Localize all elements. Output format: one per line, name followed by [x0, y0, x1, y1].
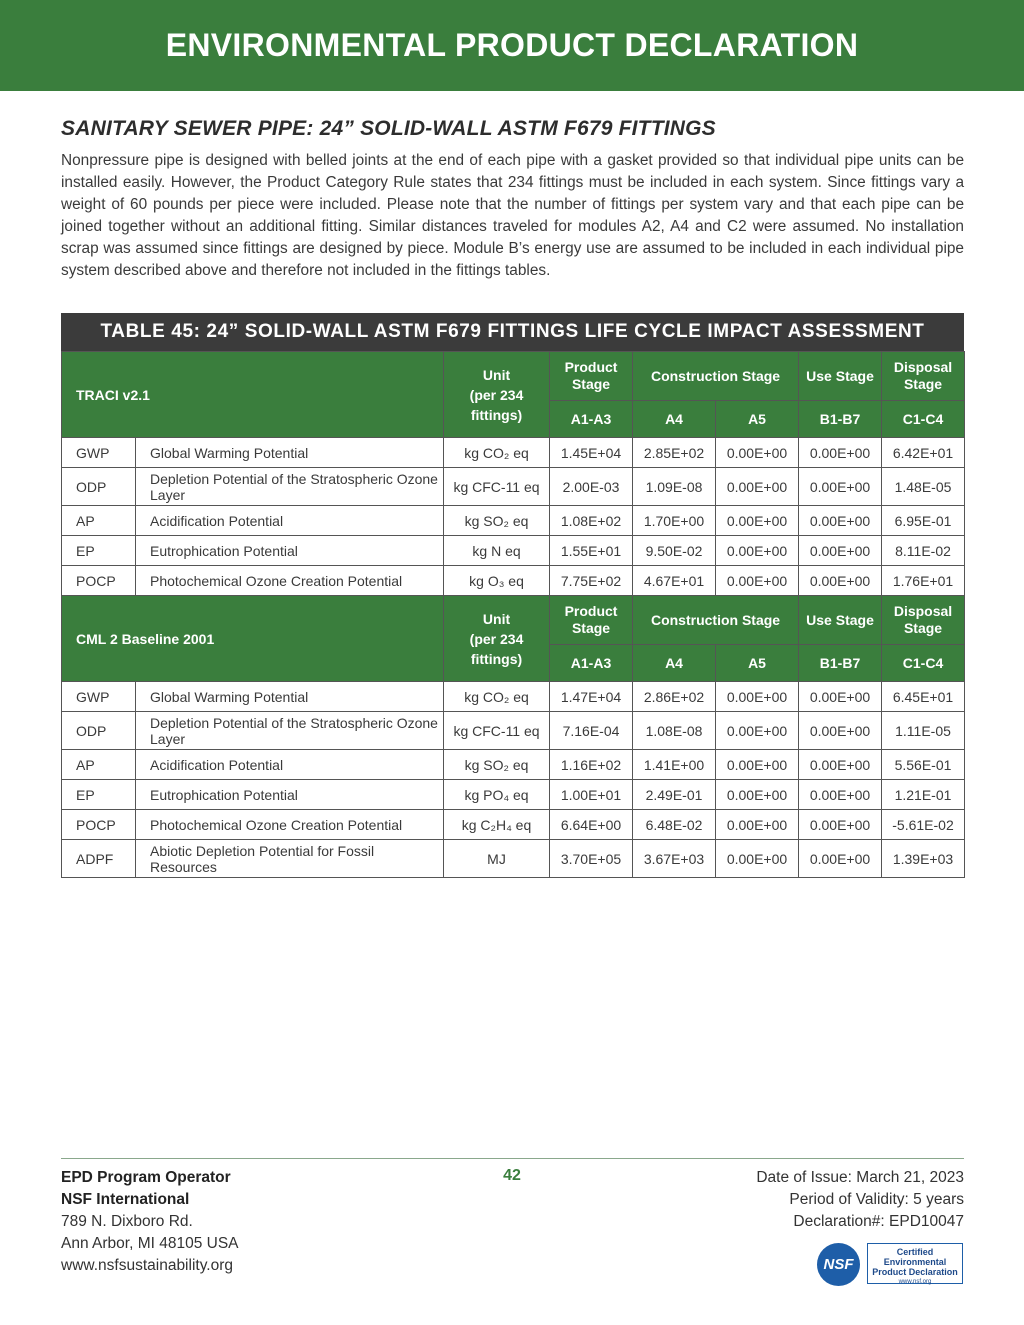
badge-line-2: Environmental	[883, 1257, 947, 1267]
indicator-unit: kg N eq	[444, 536, 550, 566]
table-row	[62, 506, 965, 536]
indicator-name: Global Warming Potential	[136, 682, 444, 712]
indicator-value: 2.86E+02	[633, 682, 716, 712]
indicator-name: Acidification Potential	[136, 750, 444, 780]
indicator-value: 0.00E+00	[799, 536, 882, 566]
table-row	[62, 468, 965, 506]
indicator-value: 0.00E+00	[799, 750, 882, 780]
product-stage-header: Product Stage	[550, 596, 633, 645]
indicator-value: 1.41E+00	[633, 750, 716, 780]
section-title: SANITARY SEWER PIPE: 24” SOLID-WALL ASTM F679 FITTINGS	[61, 117, 716, 140]
indicator-name: Depletion Potential of the Stratospheric Ozone Layer	[136, 468, 444, 506]
method-label: TRACI v2.1	[62, 352, 444, 438]
indicator-value: 1.21E-01	[882, 780, 965, 810]
indicator-value: 6.42E+01	[882, 438, 965, 468]
indicator-value: 1.08E-08	[633, 712, 716, 750]
indicator-abbr: GWP	[62, 682, 136, 712]
operator-label: EPD Program Operator	[61, 1169, 231, 1186]
indicator-value: 1.16E+02	[550, 750, 633, 780]
table-row	[62, 810, 965, 840]
indicator-abbr: GWP	[62, 438, 136, 468]
indicator-value: 0.00E+00	[799, 780, 882, 810]
indicator-value: 1.55E+01	[550, 536, 633, 566]
indicator-abbr: ODP	[62, 468, 136, 506]
date-of-issue: Date of Issue: March 21, 2023	[756, 1169, 964, 1186]
indicator-value: 7.16E-04	[550, 712, 633, 750]
indicator-unit: kg PO₄ eq	[444, 780, 550, 810]
indicator-value: 0.00E+00	[716, 750, 799, 780]
indicator-value: 0.00E+00	[799, 438, 882, 468]
indicator-unit: kg CFC-11 eq	[444, 468, 550, 506]
lcia-table-body	[62, 352, 965, 878]
indicator-abbr: POCP	[62, 566, 136, 596]
indicator-unit: kg O₃ eq	[444, 566, 550, 596]
module-header: A1-A3	[550, 401, 633, 438]
indicator-value: 1.08E+02	[550, 506, 633, 536]
page-number: 42	[503, 1167, 521, 1184]
indicator-value: 0.00E+00	[716, 712, 799, 750]
module-header: A5	[716, 401, 799, 438]
indicator-value: 0.00E+00	[799, 566, 882, 596]
declaration-number: Declaration#: EPD10047	[793, 1213, 964, 1230]
certified-epd-badge	[867, 1243, 963, 1284]
indicator-abbr: ODP	[62, 712, 136, 750]
module-header: C1-C4	[882, 645, 965, 682]
indicator-name: Abiotic Depletion Potential for Fossil Resources	[136, 840, 444, 878]
indicator-value: 0.00E+00	[716, 780, 799, 810]
indicator-name: Global Warming Potential	[136, 438, 444, 468]
indicator-value: 0.00E+00	[716, 536, 799, 566]
module-header: B1-B7	[799, 401, 882, 438]
indicator-name: Eutrophication Potential	[136, 536, 444, 566]
indicator-abbr: AP	[62, 750, 136, 780]
use-stage-header: Use Stage	[799, 352, 882, 401]
operator-org: NSF International	[61, 1191, 190, 1208]
module-header: C1-C4	[882, 401, 965, 438]
indicator-value: 9.50E-02	[633, 536, 716, 566]
unit-header: Unit (per 234 fittings)	[444, 596, 550, 682]
indicator-value: 3.70E+05	[550, 840, 633, 878]
product-stage-header: Product Stage	[550, 352, 633, 401]
indicator-value: 1.70E+00	[633, 506, 716, 536]
indicator-value: 0.00E+00	[799, 840, 882, 878]
indicator-value: 4.67E+01	[633, 566, 716, 596]
footer-divider	[61, 1158, 964, 1159]
indicator-value: 2.00E-03	[550, 468, 633, 506]
indicator-value: 1.76E+01	[882, 566, 965, 596]
indicator-unit: MJ	[444, 840, 550, 878]
badge-line-3: Product Declaration	[872, 1267, 958, 1277]
indicator-name: Photochemical Ozone Creation Potential	[136, 810, 444, 840]
indicator-value: 2.49E-01	[633, 780, 716, 810]
indicator-value: 0.00E+00	[716, 810, 799, 840]
operator-address-line2: Ann Arbor, MI 48105 USA	[61, 1235, 239, 1252]
indicator-value: 0.00E+00	[716, 682, 799, 712]
module-header: B1-B7	[799, 645, 882, 682]
indicator-value: 1.09E-08	[633, 468, 716, 506]
module-header: A1-A3	[550, 645, 633, 682]
indicator-unit: kg CO₂ eq	[444, 682, 550, 712]
indicator-value: 0.00E+00	[799, 712, 882, 750]
intro-paragraph: Nonpressure pipe is designed with belled joints at the end of each pipe with a gasket provided so that individual pipe units can be installed easily. However, the Product Category Rule states that 234 fittings must be included in each system. Since fittings vary a weight of 60 pounds per piece were included. Please note that the number of fittings per system vary and that each pipe can be joined together without an additional fitting. Similar distances traveled for modules A2, A4 and C2 were assumed. No installation scrap was assumed since fittings are designed by piece. Module B’s energy use are assumed to be included in each individual pipe system described above and therefore not included in the fittings tables.	[61, 152, 964, 279]
indicator-value: 6.64E+00	[550, 810, 633, 840]
indicator-value: 6.45E+01	[882, 682, 965, 712]
disposal-stage-header: Disposal Stage	[882, 596, 965, 645]
indicator-value: 0.00E+00	[716, 840, 799, 878]
indicator-value: 8.11E-02	[882, 536, 965, 566]
indicator-value: 0.00E+00	[716, 506, 799, 536]
indicator-value: 0.00E+00	[799, 682, 882, 712]
table-row	[62, 536, 965, 566]
indicator-value: 1.47E+04	[550, 682, 633, 712]
indicator-value: 1.39E+03	[882, 840, 965, 878]
table-row	[62, 712, 965, 750]
section-header-row	[62, 596, 965, 645]
use-stage-header: Use Stage	[799, 596, 882, 645]
table-row	[62, 840, 965, 878]
construction-stage-header: Construction Stage	[633, 596, 799, 645]
section-header-row	[62, 352, 965, 401]
indicator-unit: kg C₂H₄ eq	[444, 810, 550, 840]
table-row	[62, 750, 965, 780]
module-header: A4	[633, 401, 716, 438]
indicator-name: Photochemical Ozone Creation Potential	[136, 566, 444, 596]
indicator-value: -5.61E-02	[882, 810, 965, 840]
unit-header: Unit (per 234 fittings)	[444, 352, 550, 438]
indicator-name: Eutrophication Potential	[136, 780, 444, 810]
indicator-value: 1.00E+01	[550, 780, 633, 810]
indicator-value: 0.00E+00	[799, 468, 882, 506]
construction-stage-header: Construction Stage	[633, 352, 799, 401]
module-header: A4	[633, 645, 716, 682]
indicator-value: 0.00E+00	[716, 566, 799, 596]
indicator-abbr: AP	[62, 506, 136, 536]
method-label: CML 2 Baseline 2001	[62, 596, 444, 682]
indicator-abbr: POCP	[62, 810, 136, 840]
lcia-table	[61, 351, 965, 878]
indicator-value: 5.56E-01	[882, 750, 965, 780]
indicator-value: 0.00E+00	[799, 506, 882, 536]
indicator-value: 0.00E+00	[716, 468, 799, 506]
indicator-value: 1.11E-05	[882, 712, 965, 750]
indicator-value: 0.00E+00	[799, 810, 882, 840]
indicator-value: 2.85E+02	[633, 438, 716, 468]
table-row	[62, 780, 965, 810]
badge-line-1: Certified	[896, 1247, 934, 1257]
indicator-unit: kg SO₂ eq	[444, 750, 550, 780]
period-of-validity: Period of Validity: 5 years	[789, 1191, 964, 1208]
indicator-unit: kg CO₂ eq	[444, 438, 550, 468]
indicator-name: Acidification Potential	[136, 506, 444, 536]
indicator-name: Depletion Potential of the Stratospheric Ozone Layer	[136, 712, 444, 750]
indicator-abbr: EP	[62, 780, 136, 810]
badge-url: www.nsf.org	[898, 1279, 932, 1285]
indicator-value: 6.95E-01	[882, 506, 965, 536]
footer-issue-info	[756, 1167, 964, 1233]
indicator-value: 1.48E-05	[882, 468, 965, 506]
module-header: A5	[716, 645, 799, 682]
indicator-value: 6.48E-02	[633, 810, 716, 840]
lcia-table-container	[61, 313, 964, 878]
operator-website[interactable]: www.nsfsustainability.org	[61, 1257, 234, 1274]
table-title: TABLE 45: 24” SOLID-WALL ASTM F679 FITTINGS LIFE CYCLE IMPACT ASSESSMENT	[61, 313, 964, 351]
operator-address-line1: 789 N. Dixboro Rd.	[61, 1213, 193, 1230]
indicator-abbr: ADPF	[62, 840, 136, 878]
indicator-value: 0.00E+00	[716, 438, 799, 468]
indicator-value: 7.75E+02	[550, 566, 633, 596]
indicator-value: 1.45E+04	[550, 438, 633, 468]
table-row	[62, 566, 965, 596]
indicator-value: 3.67E+03	[633, 840, 716, 878]
nsf-logo-icon: NSF	[817, 1243, 860, 1286]
footer-operator	[61, 1167, 239, 1277]
table-row	[62, 682, 965, 712]
page-banner: ENVIRONMENTAL PRODUCT DECLARATION	[0, 0, 1024, 91]
disposal-stage-header: Disposal Stage	[882, 352, 965, 401]
indicator-unit: kg CFC-11 eq	[444, 712, 550, 750]
table-row	[62, 438, 965, 468]
indicator-abbr: EP	[62, 536, 136, 566]
indicator-unit: kg SO₂ eq	[444, 506, 550, 536]
